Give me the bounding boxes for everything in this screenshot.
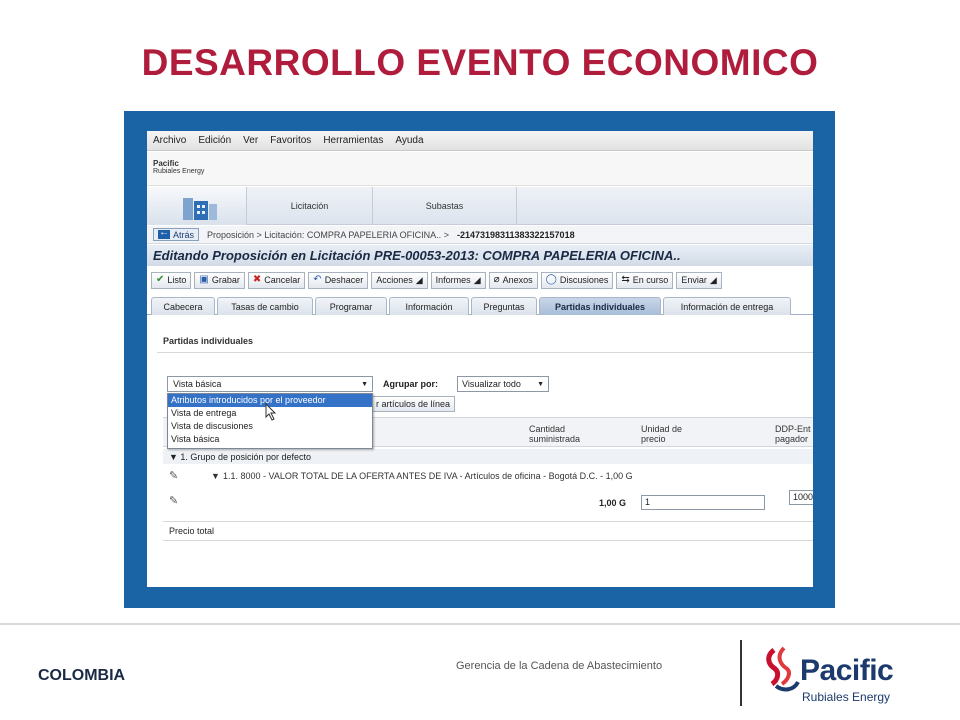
deshacer-button[interactable] <box>308 272 368 289</box>
menu-edicion[interactable]: Edición <box>198 135 232 146</box>
home-tab[interactable] <box>147 187 247 225</box>
group-label: 1. Grupo de posición por defecto <box>180 451 312 462</box>
ddp-input[interactable]: 1000 <box>789 490 813 505</box>
dropdown-option[interactable]: Vista de entrega <box>171 408 237 418</box>
chevron-down-icon: ▼ <box>361 381 368 388</box>
app-logo-name: Pacific <box>153 159 179 168</box>
tab-programar[interactable]: Programar <box>315 297 387 315</box>
cancelar-button[interactable] <box>248 272 305 289</box>
informes-button[interactable] <box>431 272 486 289</box>
quantity-row <box>163 488 813 514</box>
tab-strip <box>147 296 813 315</box>
group-row[interactable] <box>163 449 813 464</box>
building-icon <box>181 195 219 221</box>
quantity-label: 1,00 G <box>599 498 627 508</box>
caret-icon: ◢ <box>709 274 717 285</box>
tab-informacion-de-entrega[interactable]: Información de entrega <box>663 297 791 315</box>
back-label: Atrás <box>173 229 195 240</box>
menu-archivo[interactable]: Archivo <box>153 135 187 146</box>
informes-label: Informes <box>435 275 471 285</box>
agrupar-select-value: Visualizar todo <box>462 379 521 389</box>
dropdown-option[interactable]: Vista básica <box>171 434 220 444</box>
agrupar-label: Agrupar por: <box>383 379 438 389</box>
caret-down-icon: ▼ <box>169 451 181 462</box>
total-row: Precio total <box>163 521 813 541</box>
brand-subtitle: Rubiales Energy <box>802 690 891 704</box>
attachment-icon: ⌀ <box>493 274 500 285</box>
menu-favoritos[interactable]: Favoritos <box>270 135 312 146</box>
check-icon: ✔ <box>156 274 165 285</box>
save-icon: ▣ <box>199 274 209 285</box>
grabar-label: Grabar <box>211 275 240 285</box>
menu-herramientas[interactable]: Herramientas <box>323 135 384 146</box>
en-curso-button[interactable] <box>616 272 673 289</box>
discusiones-label: Discusiones <box>559 275 609 285</box>
view-select[interactable] <box>167 376 373 392</box>
listo-button[interactable] <box>151 272 191 289</box>
caret-icon: ◢ <box>473 274 481 285</box>
column-unidad-precio: Unidad de precio <box>641 424 683 444</box>
header-logo-strip <box>147 152 813 186</box>
caret-down-icon: ▼ <box>211 471 220 481</box>
lineas-button[interactable]: r artículos de línea <box>371 396 455 412</box>
view-dropdown-list <box>167 393 373 449</box>
agrupar-select[interactable] <box>457 376 549 392</box>
tab-partidas-individuales[interactable]: Partidas individuales <box>539 297 661 315</box>
breadcrumb-path[interactable]: Proposición > Licitación: COMPRA PAPELERIA OFICINA.. > <box>207 229 449 240</box>
app-logo <box>153 160 204 176</box>
nav-tab-licitacion[interactable]: Licitación <box>247 187 373 225</box>
column-cantidad: Cantidad suministrada <box>529 424 581 444</box>
dropdown-option[interactable]: Atributos introducidos por el proveedor <box>168 394 372 407</box>
enviar-label: Enviar <box>681 275 707 285</box>
back-button[interactable] <box>153 228 199 241</box>
discusiones-button[interactable] <box>541 272 614 289</box>
enviar-button[interactable] <box>676 272 721 289</box>
section-title: Partidas individuales <box>163 336 254 346</box>
listo-label: Listo <box>167 275 187 285</box>
footer-divider <box>0 623 960 625</box>
menu-bar <box>147 131 813 151</box>
menu-ver[interactable]: Ver <box>243 135 259 146</box>
footer-separator <box>740 640 742 706</box>
caret-icon: ◢ <box>415 274 423 285</box>
tab-tasas-de-cambio[interactable]: Tasas de cambio <box>217 297 313 315</box>
in-progress-icon: ⇆ <box>621 274 630 285</box>
footer-department: Gerencia de la Cadena de Abastecimiento <box>456 660 663 672</box>
undo-icon: ↶ <box>313 274 322 285</box>
content-area <box>147 316 813 587</box>
acciones-label: Acciones <box>376 275 413 285</box>
cancel-icon: ✖ <box>252 274 262 285</box>
menu-ayuda[interactable]: Ayuda <box>395 135 424 146</box>
nav-band <box>147 187 813 225</box>
grabar-button[interactable] <box>194 272 244 289</box>
chevron-down-icon: ▼ <box>537 381 544 388</box>
footer-country: COLOMBIA <box>38 667 126 684</box>
pencil-icon[interactable]: ✎ <box>169 495 179 507</box>
tab-cabecera[interactable]: Cabecera <box>151 297 215 315</box>
tab-informacion[interactable]: Información <box>389 297 469 315</box>
column-ddp: DDP-Ent pagador <box>775 424 811 444</box>
page-title: Editando Proposición en Licitación PRE-00053-2013: COMPRA PAPELERIA OFICINA.. <box>147 245 813 266</box>
table-row[interactable] <box>163 466 813 486</box>
slide-title: DESARROLLO EVENTO ECONOMICO <box>141 42 819 83</box>
dropdown-option[interactable]: Vista de discusiones <box>171 421 253 431</box>
anexos-button[interactable] <box>489 272 538 289</box>
item-label: 1.1. 8000 - VALOR TOTAL DE LA OFERTA ANTES DE IVA - Artículos de oficina - Bogotá D.C. - 1,00 G <box>223 471 633 481</box>
brand-name: Pacific <box>800 654 894 687</box>
tab-preguntas[interactable]: Preguntas <box>471 297 537 315</box>
pencil-icon[interactable]: ✎ <box>169 470 179 482</box>
discussion-icon: ◯ <box>545 274 557 285</box>
en-curso-label: En curso <box>632 275 669 285</box>
anexos-label: Anexos <box>502 275 533 285</box>
quantity-input[interactable]: 1 <box>641 495 765 510</box>
divider <box>157 352 813 353</box>
mouse-cursor-icon <box>265 403 277 421</box>
deshacer-label: Deshacer <box>324 275 364 285</box>
cancelar-label: Cancelar <box>264 275 301 285</box>
toolbar <box>147 269 813 291</box>
back-arrow-icon <box>158 230 170 239</box>
breadcrumb <box>147 226 813 244</box>
nav-tab-subastas[interactable]: Subastas <box>373 187 517 225</box>
breadcrumb-id: -2147319831138332215701​8 <box>456 229 575 240</box>
view-select-value: Vista básica <box>173 379 222 389</box>
app-screen <box>147 131 813 587</box>
acciones-button[interactable] <box>371 272 427 289</box>
app-logo-sub: Rubiales Energy <box>153 168 205 175</box>
